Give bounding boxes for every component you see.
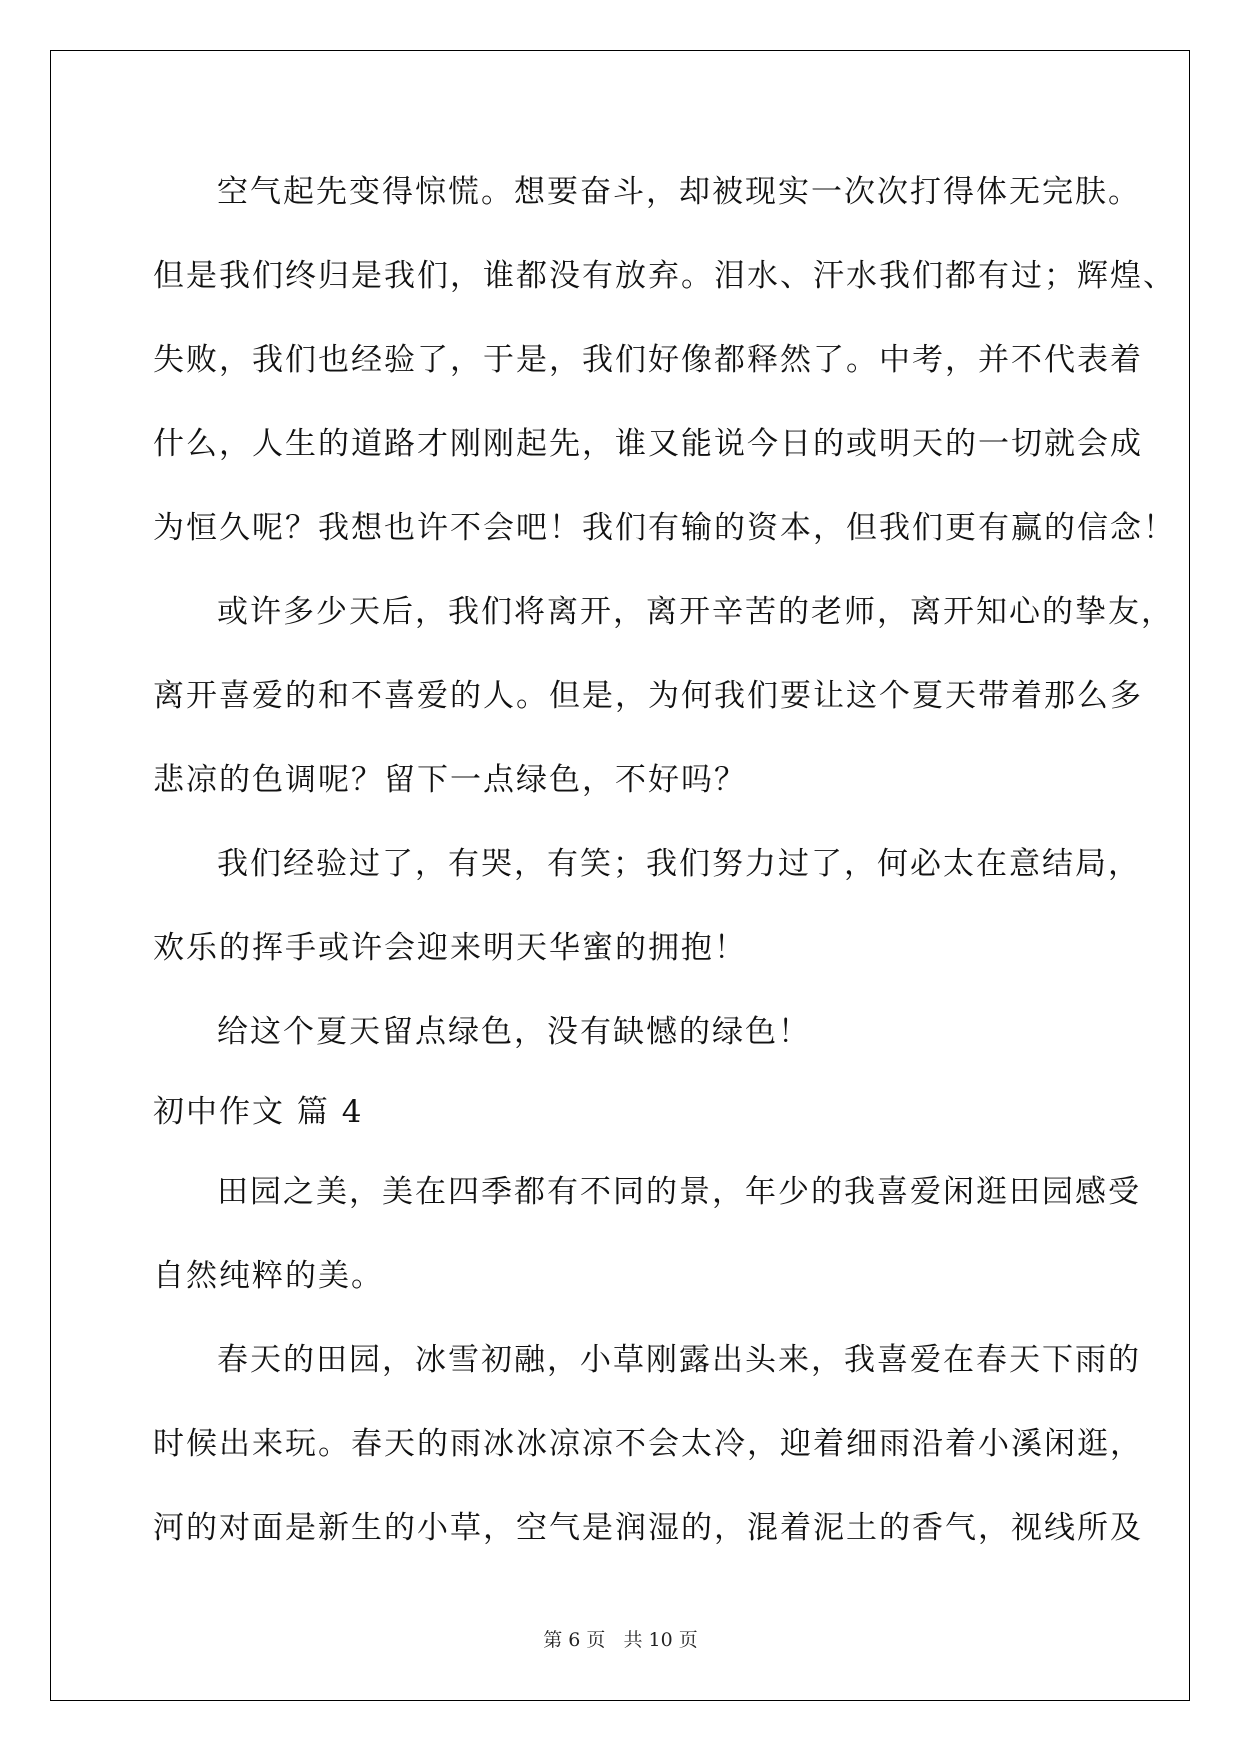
paragraph-line: 为恒久呢？我想也许不会吧！我们有输的资本，但我们更有赢的信念！ [153, 510, 1176, 546]
paragraph-line: 我们经验过了，有哭，有笑；我们努力过了，何必太在意结局， [217, 846, 1141, 882]
paragraph-line: 或许多少天后，我们将离开，离开辛苦的老师，离开知心的挚友， [217, 594, 1174, 630]
paragraph-line: 什么，人生的道路才刚刚起先，谁又能说今日的或明天的一切就会成 [153, 426, 1143, 462]
paragraph-line: 悲凉的色调呢？留下一点绿色，不好吗？ [153, 762, 747, 798]
paragraph-line: 田园之美，美在四季都有不同的景，年少的我喜爱闲逛田园感受 [217, 1174, 1141, 1210]
section-heading: 初中作文 篇 4 [153, 1094, 364, 1130]
page-total: 共 10 页 [623, 1629, 698, 1651]
paragraph-line: 给这个夏天留点绿色，没有缺憾的绿色！ [217, 1014, 811, 1050]
page-footer [0, 1625, 1241, 1652]
paragraph-line: 空气起先变得惊慌。想要奋斗，却被现实一次次打得体无完肤。 [217, 174, 1141, 210]
paragraph-line: 欢乐的挥手或许会迎来明天华蜜的拥抱！ [153, 930, 747, 966]
paragraph-line: 河的对面是新生的小草，空气是润湿的，混着泥土的香气，视线所及 [153, 1510, 1143, 1546]
paragraph-line: 失败，我们也经验了，于是，我们好像都释然了。中考，并不代表着 [153, 342, 1143, 378]
document-body [153, 170, 1176, 1590]
paragraph-line: 时候出来玩。春天的雨冰冰凉凉不会太冷，迎着细雨沿着小溪闲逛， [153, 1426, 1143, 1462]
paragraph-line: 自然纯粹的美。 [153, 1258, 384, 1294]
paragraph-line: 离开喜爱的和不喜爱的人。但是，为何我们要让这个夏天带着那么多 [153, 678, 1143, 714]
paragraph-line: 但是我们终归是我们，谁都没有放弃。泪水、汗水我们都有过；辉煌、 [153, 258, 1176, 294]
page-number: 第 6 页 [543, 1629, 606, 1651]
paragraph-line: 春天的田园，冰雪初融，小草刚露出头来，我喜爱在春天下雨的 [217, 1342, 1141, 1378]
